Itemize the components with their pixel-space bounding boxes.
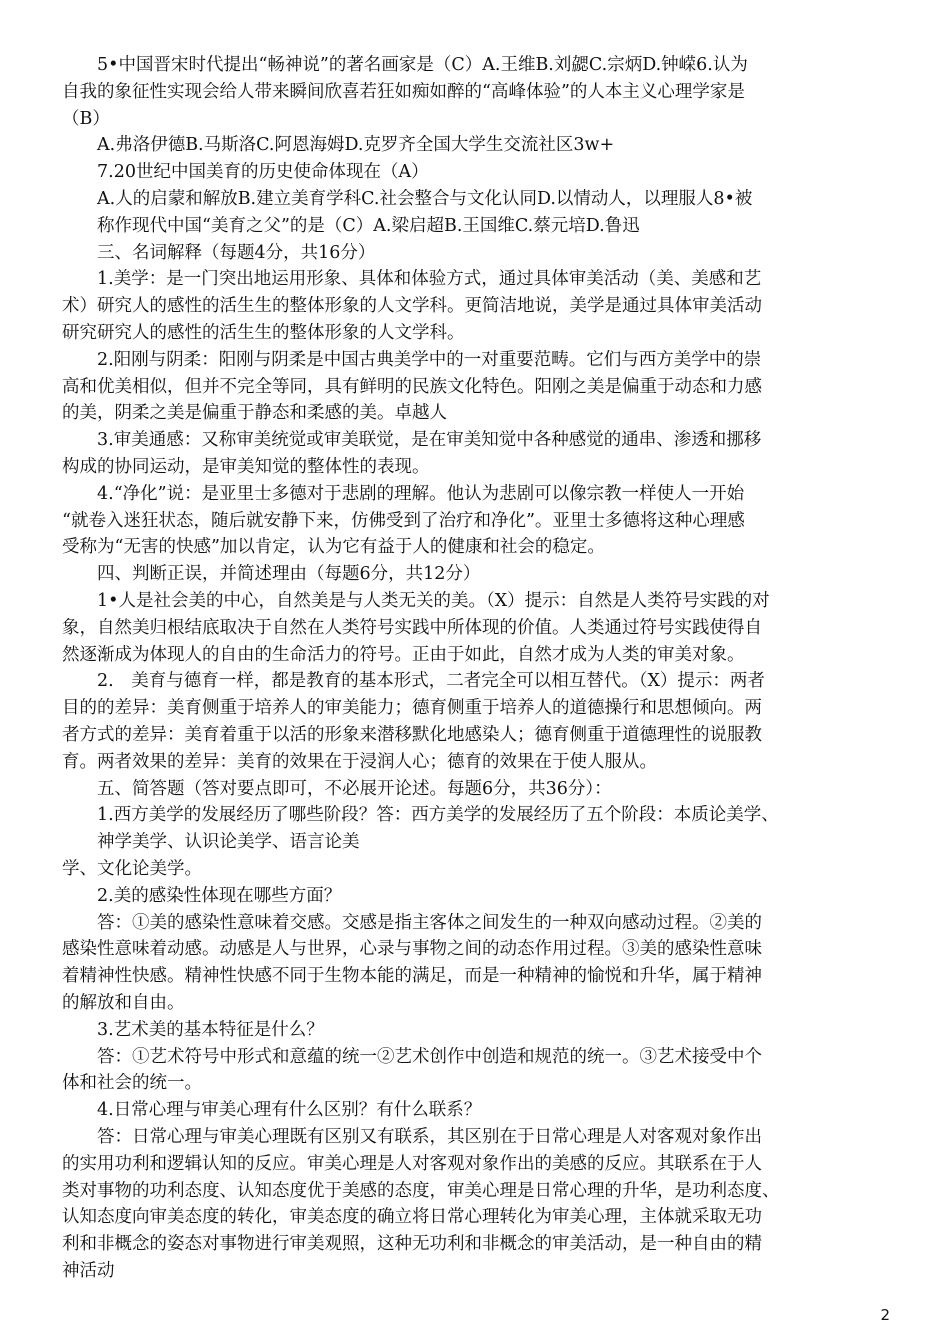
text-line: 1.美学：是一门突出地运用形象、具体和体验方式，通过具体审美活动（美、美感和艺 (62, 269, 762, 290)
text-line: 2. 美育与德育一样，都是教育的基本形式，二者完全可以相互替代。（X）提示：两者 (62, 671, 765, 692)
text-line: 的美，阴柔之美是偏重于静态和柔感的美。卓越人 (62, 403, 447, 424)
text-line: 2.美的感染性体现在哪些方面？ (62, 885, 342, 906)
text-line: 答：日常心理与审美心理既有区别又有联系，其区别在于日常心理是人对客观对象作出 (62, 1127, 762, 1147)
text-line: 育。两者效果的差异：美育的效果在于浸润人心；德育的效果在于使人服从。 (62, 751, 657, 772)
text-line: 4.日常心理与审美心理有什么区别？有什么联系？ (62, 1100, 482, 1121)
text-line: 类对事物的功利态度、认知态度优于美感的态度，审美心理是日常心理的升华，是功利态度、 (62, 1180, 780, 1201)
text-line: 4.“净化”说：是亚里士多德对于悲剧的理解。他认为悲剧可以像宗教一样使人一开始 (62, 483, 745, 504)
text-line: 神活动 (62, 1261, 115, 1281)
text-line: 学、文化论美学。 (62, 859, 202, 879)
text-line: 高和优美相似，但并不完全等同，具有鲜明的民族文化特色。阳刚之美是偏重于动态和力感 (62, 376, 762, 397)
text-line: 然逐渐成为体现人的自由的生命活力的符号。正由于如此，自然才成为人类的审美对象。 (62, 644, 745, 665)
text-line: 构成的协同运动，是审美知觉的整体性的表现。 (62, 457, 430, 477)
text-line: 2.阳刚与阴柔：阳刚与阴柔是中国古典美学中的一对重要范畴。它们与西方美学中的崇 (62, 349, 762, 370)
text-line: 5•中国晋宋时代提出“畅神说”的著名画家是（C）A.王维B.刘勰C.宗炳D.钟嵘6.认为 (62, 55, 748, 75)
text-line: 五、简答题（答对要点即可，不必展开论述。每题6分，共36分）： (62, 778, 612, 799)
text-line: 象，自然美归根结底取决于自然在人类符号实践中所体现的价值。人类通过符号实践使得自 (62, 617, 762, 638)
text-line: 1•人是社会美的中心，自然美是与人类无关的美。（X）提示：自然是人类符号实践的对 (62, 591, 770, 611)
text-line: 认知态度向审美态度的转化，审美态度的确立将日常心理转化为审美心理，主体就采取无功 (62, 1207, 762, 1228)
text-line: 答：①美的感染性意味着交感。交感是指主客体之间发生的一种双向感动过程。②美的 (62, 912, 762, 933)
text-line: 着精神性快感。精神性快感不同于生物本能的满足，而是一种精神的愉悦和升华，属于精神 (62, 966, 762, 987)
text-line: 研究研究人的感性的活生生的整体形象的人文学科。 (62, 323, 465, 343)
text-line: 7.20世纪中国美育的历史使命体现在（A） (62, 162, 429, 183)
text-line: 3.艺术美的基本特征是什么？ (62, 1019, 324, 1040)
text-line: 的实用功利和逻辑认知的反应。审美心理是人对客观对象作出的美感的反应。其联系在于人 (62, 1153, 762, 1174)
text-line: （B） (62, 108, 110, 129)
text-line: 1.西方美学的发展经历了哪些阶段？答：西方美学的发展经历了五个阶段：本质论美学、 (62, 805, 779, 826)
text-line: 3.审美通感：又称审美统觉或审美联觉，是在审美知觉中各种感觉的通串、渗透和挪移 (62, 430, 762, 451)
text-line: 受称为“无害的快感”加以肯定，认为它有益于人的健康和社会的稳定。 (62, 537, 605, 558)
text-line: 神学美学、认识论美学、语言论美 (62, 832, 360, 853)
page-number: 2 (880, 1306, 890, 1324)
text-line: 感染性意味着动感。动感是人与世界，心录与事物之间的动态作用过程。③美的感染性意味 (62, 939, 762, 960)
text-line: A.弗洛伊德B.马斯洛C.阿恩海姆D.克罗齐全国大学生交流社区3w+ (62, 135, 615, 156)
text-line: 三、名词解释（每题4分，共16分） (62, 242, 376, 263)
text-line: A.人的启蒙和解放B.建立美育学科C.社会整合与文化认同D.以情动人，以理服人8•被 (62, 189, 753, 209)
text-line: 答：①艺术符号中形式和意蕴的统一②艺术创作中创造和规范的统一。③艺术接受中个 (62, 1046, 762, 1067)
text-line: 的解放和自由。 (62, 993, 185, 1013)
text-line: 者方式的差异：美育着重于以活的形象来潜移默化地感染人；德育侧重于道德理性的说服教 (62, 725, 762, 745)
text-line: 体和社会的统一。 (62, 1073, 202, 1094)
text-line: 四、判断正误，并简述理由（每题6分，共12分） (62, 564, 481, 585)
text-line: 利和非概念的姿态对事物进行审美观照，这种无功利和非概念的审美活动，是一种自由的精 (62, 1234, 762, 1255)
text-line: 称作现代中国“美育之父”的是（C）A.梁启超B.王国维C.蔡元培D.鲁迅 (62, 215, 640, 236)
text-line: 术）研究人的感性的活生生的整体形象的人文学科。更简洁地说，美学是通过具体审美活动 (62, 296, 762, 317)
text-line: “就卷入迷狂状态，随后就安静下来，仿佛受到了治疗和净化”。亚里士多德将这种心理感 (62, 510, 745, 531)
text-line: 目的的差异：美育侧重于培养人的审美能力；德育侧重于培养人的道德操行和思想倾向。两 (62, 698, 762, 719)
text-line: 自我的象征性实现会给人带来瞬间欣喜若狂如痴如醉的“高峰体验”的人本主义心理学家是 (62, 81, 745, 102)
